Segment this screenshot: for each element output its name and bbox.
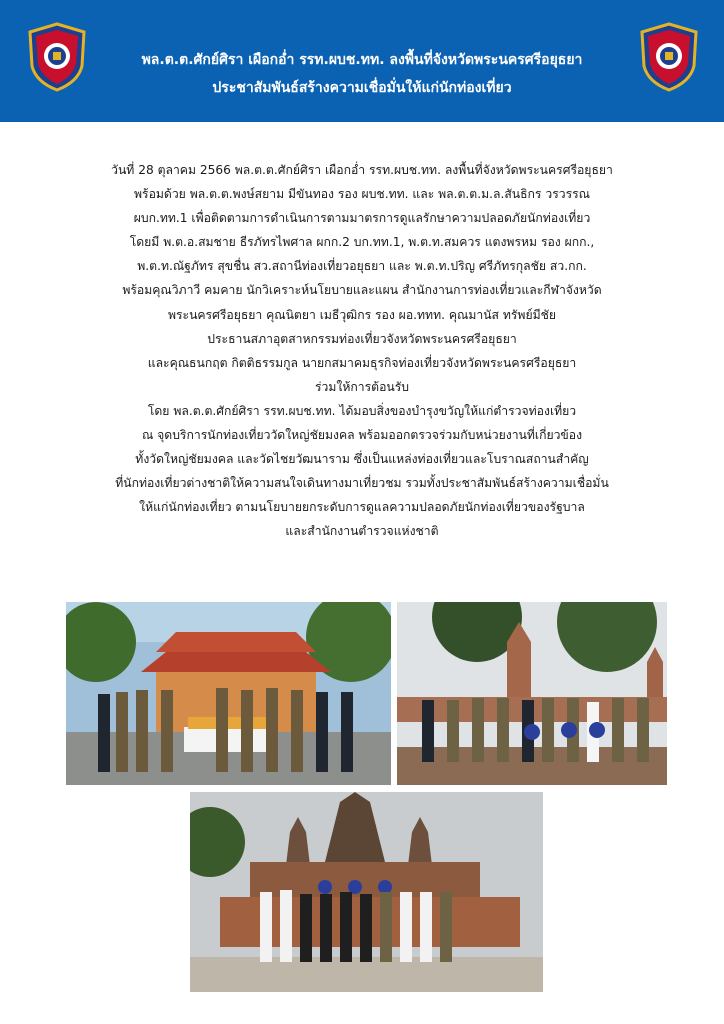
article-body [30, 158, 694, 544]
body-line: ที่นักท่องเที่ยวต่างชาติให้ความสนใจเดินทางมาเที่ยวชม รวมทั้งประชาสัมพันธ์สร้างความเชื่อมั่น [115, 476, 609, 491]
body-line: และคุณธนกฤต กิตติธรรมกูล นายกสมาคมธุรกิจท่องเที่ยวจังหวัดพระนครศรีอยุธยา [147, 355, 577, 370]
body-line: วันที่ 28 ตุลาคม 2566 พล.ต.ต.ศักย์ศิรา เผือกอ่ำ รรท.ผบช.ทท. ลงพื้นที่จังหวัดพระนครศรีอยุธยา [111, 163, 613, 177]
body-line: พ.ต.ท.ณัฐภัทร สุขชื่น สว.สถานีท่องเที่ยวอยุธยา และ พ.ต.ท.ปริญ ศรีภัทรกุลชัย สว.กก. [137, 259, 587, 274]
body-line: และสำนักงานตำรวจแห่งชาติ [285, 524, 439, 539]
photo-group-temple-booth [66, 602, 391, 785]
body-line: พระนครศรีอยุธยา คุณนิตยา เมธีวุฒิกร รอง ผอ.ททท. คุณมานัส ทรัพย์มีชัย [167, 307, 557, 322]
body-line: ประธานสภาอุตสาหกรรมท่องเที่ยวจังหวัดพระนครศรีอยุธยา [207, 331, 517, 346]
photo-group-ruins-signs [397, 602, 667, 785]
tourist-police-badge-icon [638, 22, 700, 92]
tourist-police-badge-icon [26, 22, 88, 92]
body-line: โดย พล.ต.ต.ศักย์ศิรา รรท.ผบช.ทท. ได้มอบสิ่งของบำรุงขวัญให้แก่ตำรวจท่องเที่ยว [147, 403, 577, 418]
body-line: พร้อมคุณวิภาวี คมคาย นักวิเคราะห์นโยบายและแผน สำนักงานการท่องเที่ยวและกีฬาจังหวัด [122, 283, 602, 298]
body-line: ณ จุดบริการนักท่องเที่ยววัดใหญ่ชัยมงคล พร้อมออกตรวจร่วมกับหน่วยงานที่เกี่ยวข้อง [141, 428, 583, 443]
header-title-line1: พล.ต.ต.ศักย์ศิรา เผือกอ่ำ รรท.ผบช.ทท. ลงพื้นที่จังหวัดพระนครศรีอยุธยา [141, 52, 583, 68]
body-line: ร่วมให้การต้อนรับ [314, 379, 410, 394]
photo-group-stupa [190, 792, 543, 992]
body-line: ทั้งวัดใหญ่ชัยมงคล และวัดไชยวัฒนาราม ซึ่งเป็นแหล่งท่องเที่ยวและโบราณสถานสำคัญ [135, 452, 589, 467]
header-banner [0, 0, 724, 122]
body-line: โดยมี พ.ต.อ.สมชาย ธีรภัทรไพศาล ผกก.2 บก.ทท.1, พ.ต.ท.สมควร แตงพรหม รอง ผกก., [129, 235, 595, 250]
body-line: ผบก.ทท.1 เพื่อติดตามการดำเนินการตามมาตรการดูแลรักษาความปลอดภัยนักท่องเที่ยว [133, 211, 591, 226]
body-line: ให้แก่นักท่องเที่ยว ตามนโยบายยกระดับการดูแลความปลอดภัยนักท่องเที่ยวของรัฐบาล [139, 500, 585, 515]
header-title-line2: ประชาสัมพันธ์สร้างความเชื่อมั่นให้แก่นักท่องเที่ยว [212, 80, 512, 96]
body-line: พร้อมด้วย พล.ต.ต.พงษ์สยาม มีขันทอง รอง ผบช.ทท. และ พล.ต.ต.ม.ล.สันธิกร วรวรรณ [133, 187, 590, 202]
